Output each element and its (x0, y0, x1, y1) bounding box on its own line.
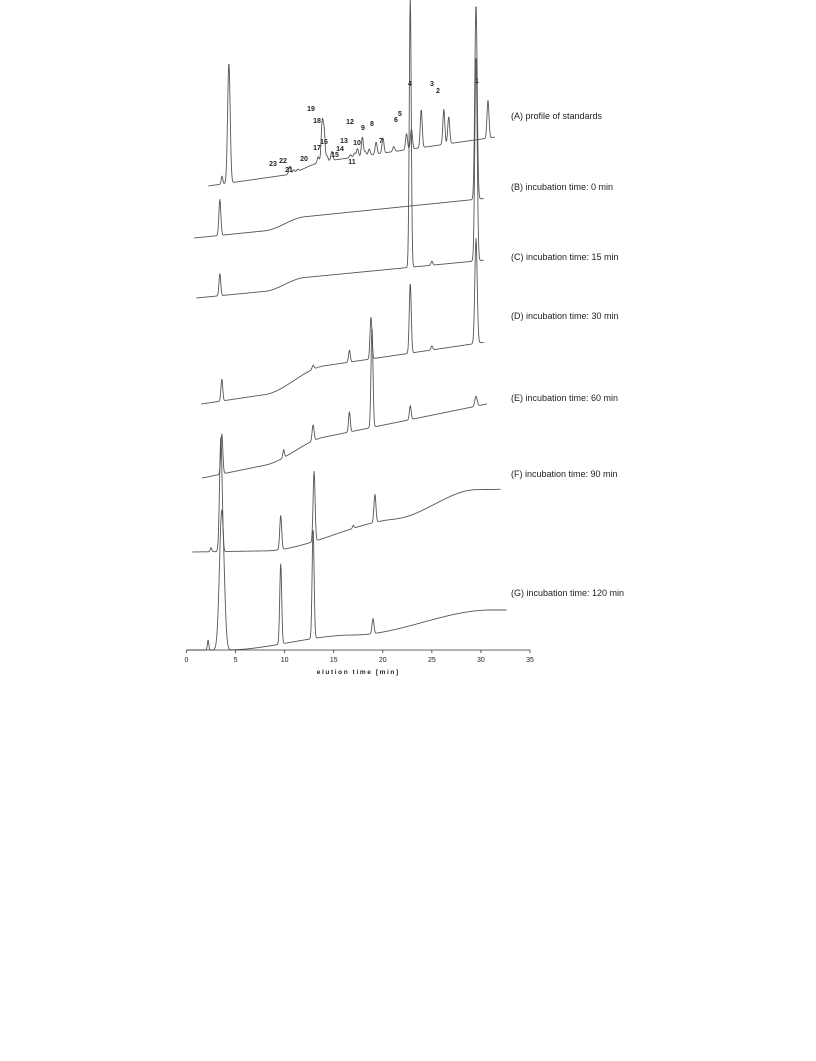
peak-label-23: 23 (269, 161, 277, 168)
peak-label-20: 20 (300, 156, 308, 163)
peak-label-8: 8 (370, 121, 374, 128)
peak-label-4: 4 (408, 81, 412, 88)
series-label-a: (A) profile of standards (511, 111, 603, 121)
peak-label-19: 19 (307, 106, 315, 113)
peak-label-11: 11 (348, 159, 356, 166)
peak-label-13: 13 (340, 138, 348, 145)
peak-label-15: 15 (331, 152, 339, 159)
trace-b-0min (194, 7, 483, 238)
x-tick-label: 30 (477, 657, 485, 664)
series-label-d: (D) incubation time: 30 min (511, 311, 619, 321)
peak-label-17: 17 (313, 145, 321, 152)
x-tick-label: 20 (378, 657, 387, 664)
peak-label-18: 18 (313, 118, 321, 125)
peak-label-1: 1 (475, 78, 479, 85)
peak-label-10: 10 (353, 140, 361, 147)
series-label-e: (E) incubation time: 60 min (511, 393, 619, 403)
peak-label-2: 2 (436, 88, 440, 95)
series-label-f: (F) incubation time: 90 min (511, 469, 618, 479)
x-tick-label: 25 (427, 657, 436, 664)
x-axis-title: elution time [min] (316, 669, 400, 676)
peak-label-12: 12 (346, 119, 354, 126)
series-label-c: (C) incubation time: 15 min (511, 252, 619, 262)
peak-label-9: 9 (361, 125, 365, 132)
x-tick-label: 35 (526, 657, 534, 664)
series-label-g: (G) incubation time: 120 min (511, 588, 625, 598)
peak-label-6: 6 (394, 117, 398, 124)
peak-label-22: 22 (279, 158, 287, 165)
peak-label-14: 14 (336, 146, 344, 153)
trace-e-60min (202, 329, 487, 478)
peak-label-21: 21 (285, 167, 293, 174)
x-tick-label: 0 (184, 657, 189, 664)
trace-f-90min (192, 438, 500, 552)
x-axis-ticks (185, 650, 534, 664)
peak-label-5: 5 (398, 111, 402, 118)
trace-g-120min (187, 510, 507, 650)
x-axis (185, 650, 534, 676)
traces-layer (187, 0, 507, 650)
series-label-b: (B) incubation time: 0 min (511, 182, 614, 192)
x-tick-label: 5 (233, 657, 238, 664)
peak-label-16: 16 (320, 139, 328, 146)
x-tick-label: 10 (280, 657, 289, 664)
x-tick-label: 15 (329, 657, 338, 664)
peak-label-7: 7 (379, 138, 383, 145)
trace-d-30min (201, 238, 484, 404)
series-labels-layer (511, 111, 624, 598)
peak-label-3: 3 (430, 81, 434, 88)
